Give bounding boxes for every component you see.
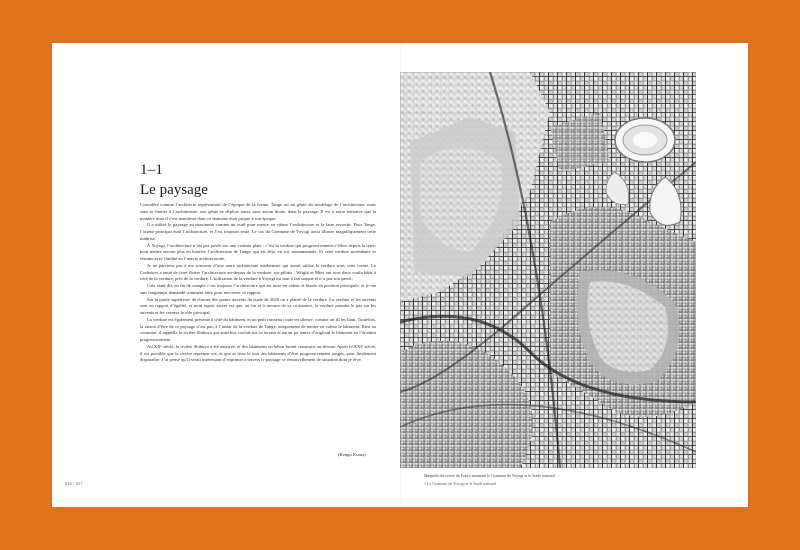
paragraph: Cela étant dit, en fin de compte c’est toujours l’architecture qui est mise en valeur et hissée en position principale, et je me suis longtemps demandé comment faire pour renverser ce rapport. <box>140 283 376 295</box>
paragraph: Je ne parviens pas à me souvenir d’une autre architecture moderniste qui aurait utilisé la verdure sous cette forme. Le Corbusier a tenté de faire flotter l’architecture au-dessus de la verdure, sur pilotis ; Wright et Mies ont tous deux voulu bâtir à côté de la verdure, près de la verdure. L’utilisation de la verdure à Yoyogi est tout à fait unique et n’a pas son pareil. <box>140 262 376 282</box>
page-number-left: 026 / 027 <box>65 481 83 486</box>
page-number-right: 1 Le Gymnase de Yoyogi et le Stade national <box>424 481 497 486</box>
paragraph: Sur la partie supérieure de chacun des quatre auvents du stade de 2020 on a planté de la verdure. La verdure et les auvents sont en rapport d’égalité, et mon espoir secret est que, au fur et à mesure de sa croissance, la verdure prendra le pas sur les auvents et les cernera le rôle principal. <box>140 296 376 315</box>
body-text <box>140 202 376 364</box>
paragraph: Au XXᵉ siècle, la rivière Shibuya a été enterrée, et des bâtiments en béton furent construits au-dessus. Après le XXIᵉ siècle, il est possible que la rivière reprenne vie, et que se tisse le tout des bâtiments d’être progressivement rongés, pour finalement disparaître. J’ai pensé qu’il serait intéressant d’exprimer à travers le paysage ce renouvellement de situation dont je rêve. <box>140 343 376 363</box>
paragraph: Il a utilisé le paysage au maximum comme un outil pour mettre en valeur l’architecture et la faire ressortir. Pour Tange, l’acteur principal était l’architecture, et l’est toujours resté. Le cas du Gymnase de Yoyogi aussi illustre magnifiquement cette maîtrise. <box>140 222 376 241</box>
paragraph: Considéré comme l’architecte représentatif de l’époque de la forme, Tange est un génie du modelage de l’architecture, mais sans se limiter à l’architecture, son génie se déploie aussi, sans aucun doute, dans le paysage. Il est à notre tentative que la manière dont il s’est manifesté dans ce domaine était propre à son époque. <box>140 202 376 221</box>
book-spread <box>52 43 748 507</box>
paragraph: La verdure est également présente à côté du bâtiment, et un petit ruisseau coule en silence, comme un fil les liant. Toutefois, la raison d’être de ce paysage n’est pas, à l’instar de la verdure de Tange, uniquement de mettre en valeur le bâtiment. Bien au contraire, il rappelle la rivière Shibuya qui autrefois coulait sur ce terrain et aurait pu tenter d’englouti le bâtiment en l’érodant progressivement. <box>140 316 376 342</box>
author-signature: (Kengo Kuma) <box>338 452 366 457</box>
chapter-number: 1–1 <box>140 162 164 178</box>
paragraph: À Yoyogi, l’architecture n’est pas posée sur une verdure plate : c’est la verdure qui progressivement s’élève depuis la terre, pour mettre encore plus en lumière l’architecture de Tange, qui est déjà, en soi, monumentale. Et cette verdure ascendante se résume avec fluidité en l’œuvre architecturale. <box>140 242 376 261</box>
city-model-photo <box>400 72 696 468</box>
chapter-heading <box>140 161 208 199</box>
photo-caption: Maquette du centre de Tokyo montrant le Gymnase de Yoyogi et le Stade national <box>424 473 555 478</box>
chapter-title: Le paysage <box>140 182 208 198</box>
city-model-illustration <box>400 72 696 468</box>
